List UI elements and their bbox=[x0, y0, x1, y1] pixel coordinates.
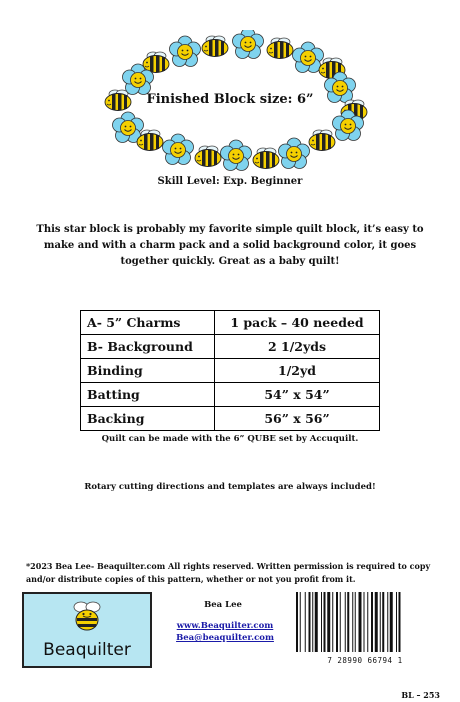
barcode-bar bbox=[364, 592, 365, 652]
author-name: Bea Lee bbox=[204, 600, 242, 610]
barcode-bar bbox=[390, 592, 393, 652]
barcode-bar bbox=[359, 592, 362, 652]
requirement-item: Binding bbox=[81, 359, 215, 383]
barcode-bar bbox=[324, 592, 326, 652]
barcode-bar bbox=[382, 592, 384, 652]
copyright-notice: *2023 Bea Lee- Beaquilter.com All rights reserved. Written permission is required to copy and/or distribute copies of this pattern, whether or not you profit from it. bbox=[26, 561, 431, 584]
barcode-bar bbox=[345, 592, 346, 652]
requirement-amount: 2 1/2yds bbox=[215, 335, 380, 359]
skill-level: Skill Level: Exp. Beginner bbox=[157, 176, 303, 187]
table-row bbox=[81, 359, 380, 383]
requirement-amount: 54” x 54” bbox=[215, 383, 380, 407]
barcode-bar bbox=[309, 592, 311, 652]
table-row bbox=[81, 407, 380, 431]
rotary-note: Rotary cutting directions and templates are always included! bbox=[84, 482, 376, 492]
table-row bbox=[81, 383, 380, 407]
pattern-code: BL – 253 bbox=[401, 690, 440, 700]
barcode-bar bbox=[296, 592, 298, 652]
barcode-bar bbox=[300, 592, 301, 652]
barcode-bar bbox=[340, 592, 341, 652]
barcode-bar bbox=[352, 592, 353, 652]
barcode-bar bbox=[347, 592, 349, 652]
barcode-bar bbox=[336, 592, 338, 652]
email-link[interactable]: Bea@beaquilter.com bbox=[176, 633, 274, 643]
beaquilter-logo bbox=[22, 592, 152, 668]
barcode-bar bbox=[399, 592, 401, 652]
requirement-item: Backing bbox=[81, 407, 215, 431]
pattern-description: This star block is probably my favorite simple quilt block, it’s easy to make and with a charm pack and a solid background color, it goes together quickly. Great as a baby quilt! bbox=[36, 224, 424, 267]
barcode-bar bbox=[315, 592, 318, 652]
requirement-amount: 56” x 56” bbox=[215, 407, 380, 431]
table-row bbox=[81, 335, 380, 359]
barcode-bar bbox=[371, 592, 373, 652]
table-row bbox=[81, 311, 380, 335]
barcode-bar bbox=[396, 592, 397, 652]
barcode-bar bbox=[321, 592, 322, 652]
barcode-image bbox=[292, 592, 438, 654]
qube-note: Quilt can be made with the 6” QUBE set by Accuquilt. bbox=[101, 434, 359, 444]
barcode-bar bbox=[387, 592, 388, 652]
requirements-table bbox=[80, 310, 380, 431]
barcode-bar bbox=[367, 592, 368, 652]
requirement-amount: 1/2yd bbox=[215, 359, 380, 383]
barcode-bar bbox=[355, 592, 356, 652]
block-size-title: Finished Block size: 6” bbox=[146, 92, 314, 107]
barcode-bar bbox=[305, 592, 306, 652]
barcode-bar bbox=[312, 592, 313, 652]
barcode-bar bbox=[327, 592, 330, 652]
barcode-bar bbox=[332, 592, 333, 652]
barcode-bar bbox=[380, 592, 381, 652]
requirement-amount: 1 pack – 40 needed bbox=[215, 311, 380, 335]
logo-text: Beaquilter bbox=[43, 640, 131, 660]
requirement-item: A- 5” Charms bbox=[81, 311, 215, 335]
barcode-bar bbox=[375, 592, 378, 652]
website-link[interactable]: www.Beaquilter.com bbox=[176, 621, 274, 631]
requirement-item: Batting bbox=[81, 383, 215, 407]
requirement-item: B- Background bbox=[81, 335, 215, 359]
bee-icon bbox=[71, 598, 103, 632]
barcode-number: 7 28990 66794 1 bbox=[327, 656, 403, 665]
